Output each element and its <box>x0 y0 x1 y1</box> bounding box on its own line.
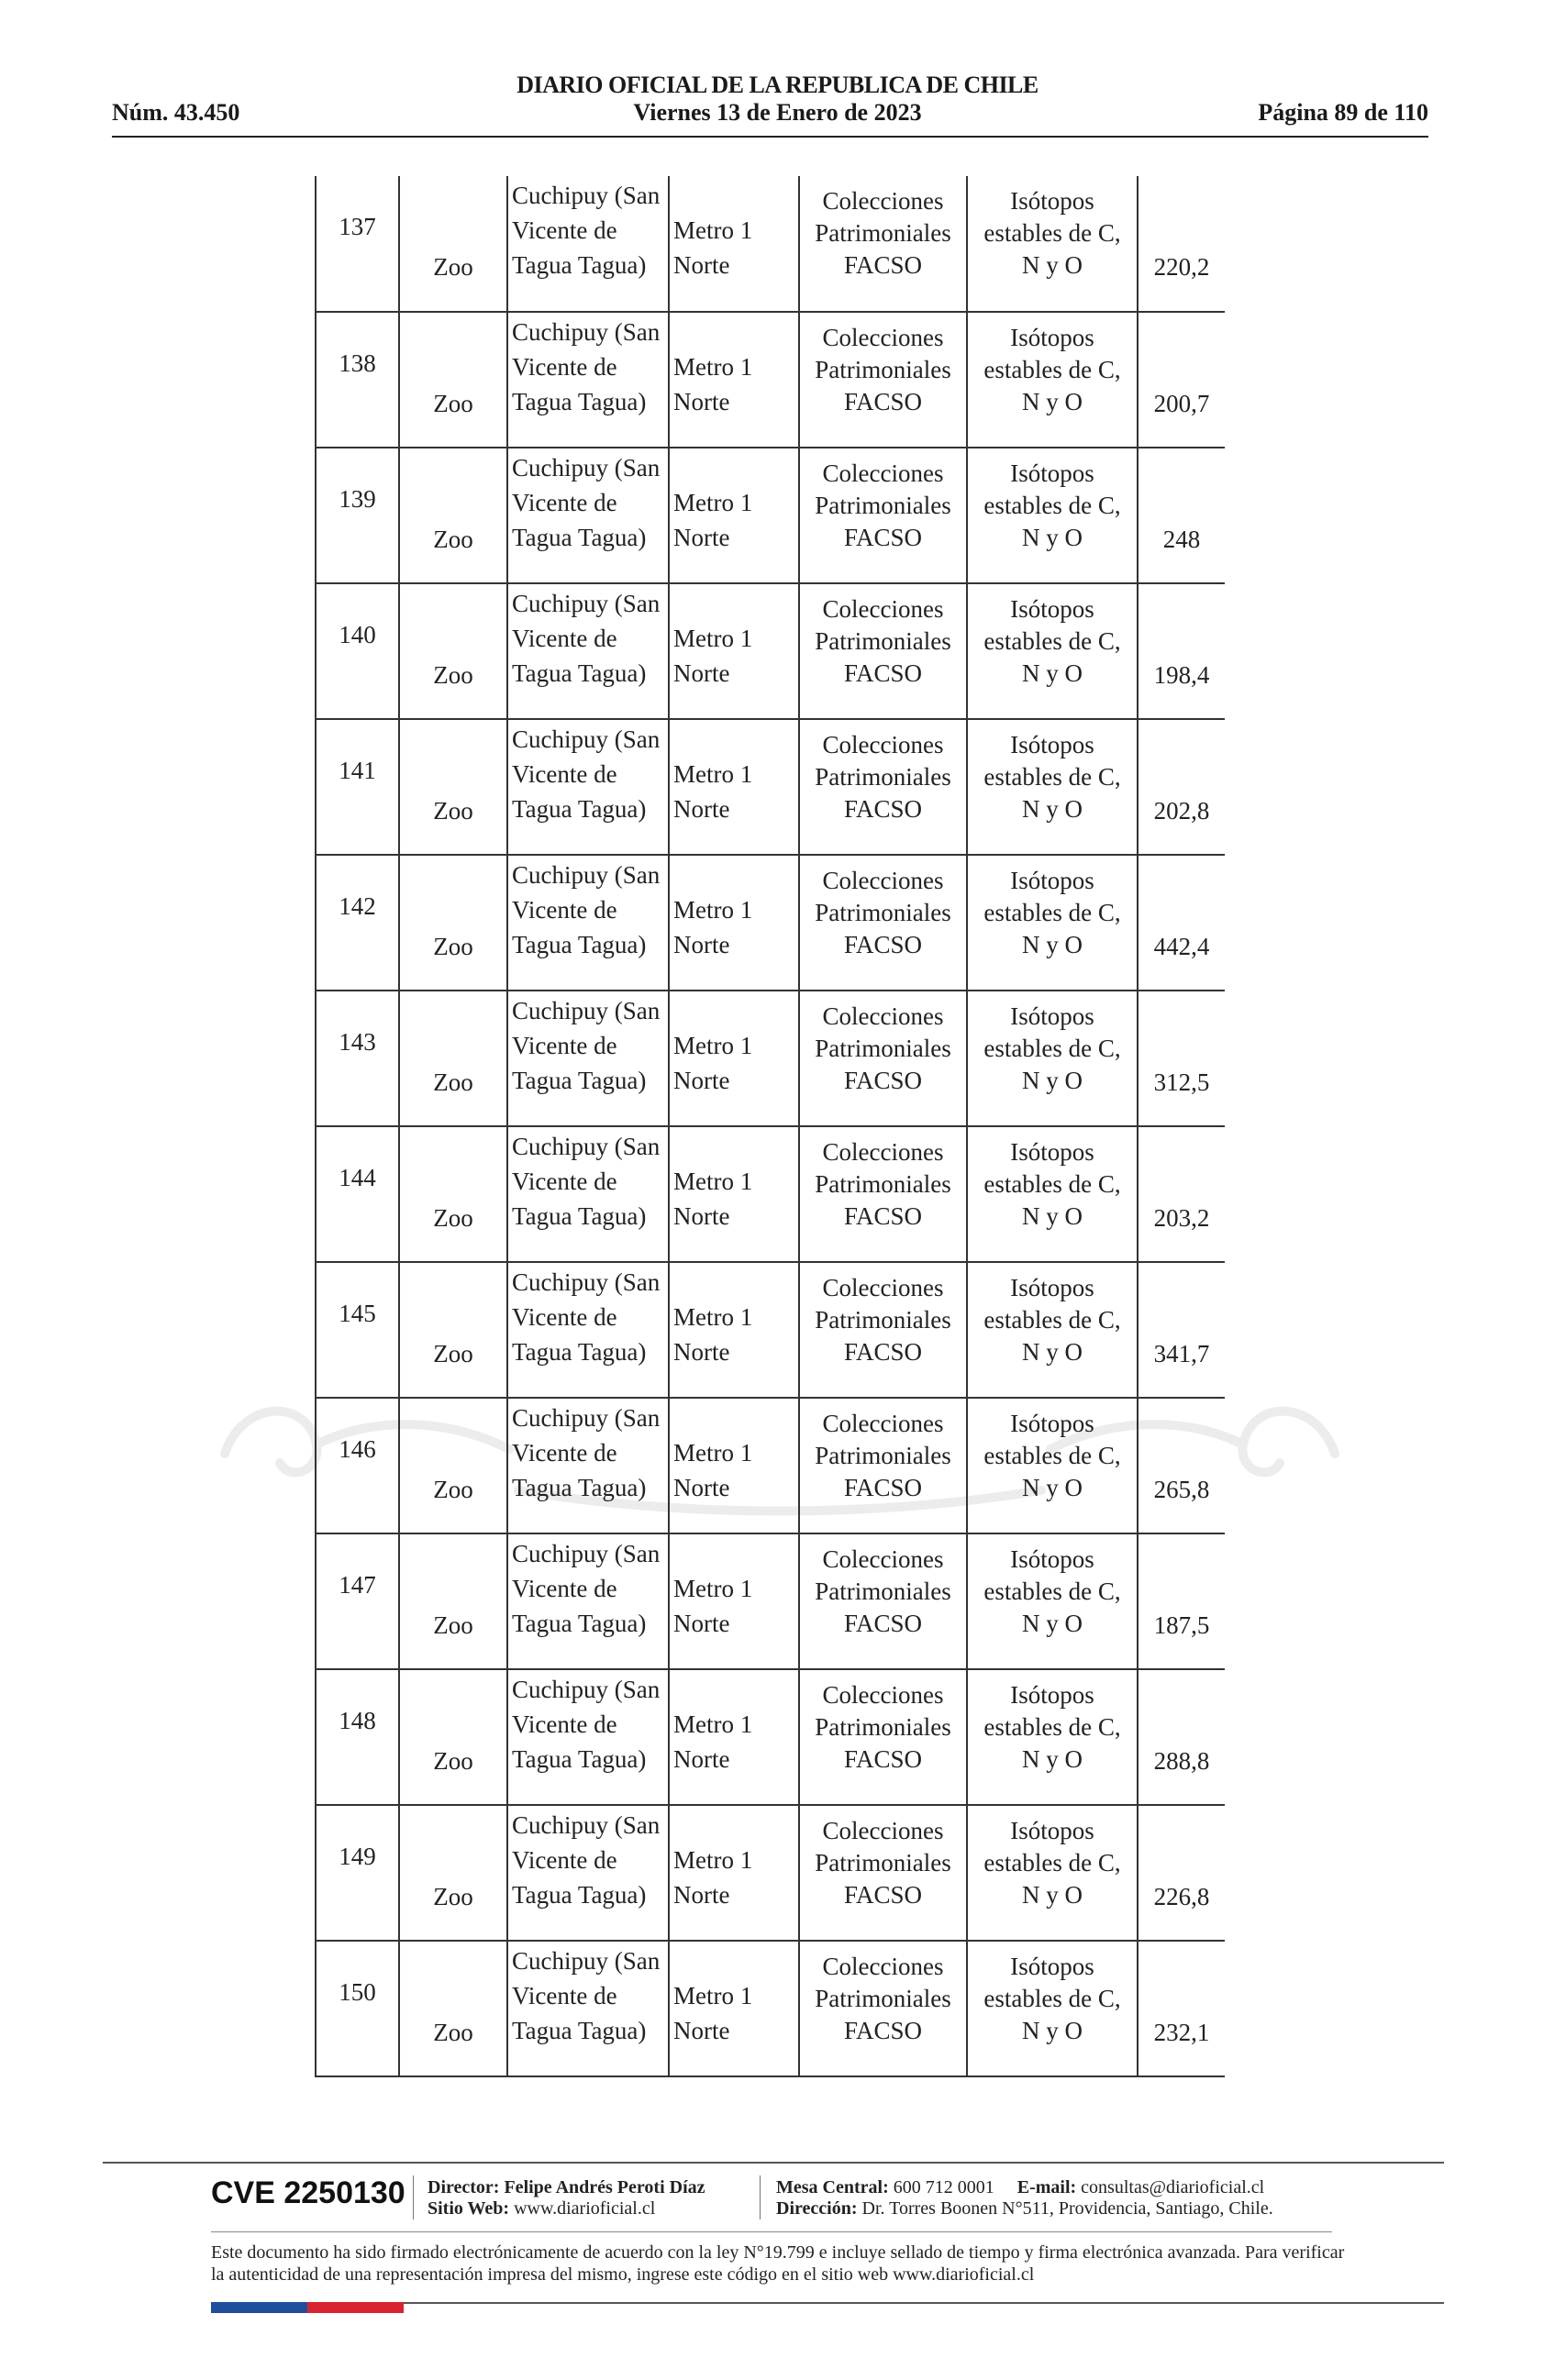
sample-analysis: Isótopos estables de C, N y O <box>983 1138 1121 1230</box>
sample-collection-cell <box>799 1941 967 2076</box>
sample-number: 138 <box>339 349 376 377</box>
sample-number-cell <box>316 1805 399 1941</box>
sample-analysis-cell <box>967 1126 1138 1262</box>
sample-zone-cell <box>669 855 799 991</box>
sample-collection-cell <box>799 1262 967 1398</box>
sample-collection: Colecciones Patrimoniales FACSO <box>815 731 951 823</box>
sample-zone-cell <box>669 1941 799 2076</box>
sample-type-cell <box>399 1533 507 1669</box>
sample-analysis: Isótopos estables de C, N y O <box>983 1002 1121 1094</box>
sample-number-cell <box>316 1126 399 1262</box>
sample-value: 288,8 <box>1153 1747 1210 1775</box>
sample-zone-cell <box>669 719 799 855</box>
sample-type-cell <box>399 991 507 1126</box>
sample-collection: Colecciones Patrimoniales FACSO <box>815 1138 951 1230</box>
sample-analysis: Isótopos estables de C, N y O <box>983 1274 1121 1366</box>
sample-zone: Metro 1 Norte <box>673 1982 753 2044</box>
sample-location-cell <box>507 1533 669 1669</box>
table-row <box>316 1533 1225 1669</box>
sample-zone: Metro 1 Norte <box>673 353 753 415</box>
sample-location-cell <box>507 176 669 312</box>
sample-zone-cell <box>669 991 799 1126</box>
sample-value: 226,8 <box>1153 1883 1210 1910</box>
publication-date: Viernes 13 de Enero de 2023 <box>633 99 922 126</box>
sample-value-cell <box>1138 312 1225 448</box>
sample-type: Zoo <box>433 390 473 417</box>
sample-analysis-cell <box>967 1941 1138 2076</box>
sample-collection-cell <box>799 1126 967 1262</box>
sample-type-cell <box>399 719 507 855</box>
sample-analysis-cell <box>967 991 1138 1126</box>
website-label: Sitio Web: <box>428 2198 510 2219</box>
sample-location: Cuchipuy (San Vicente de Tagua Tagua) <box>512 1133 661 1230</box>
sample-number: 148 <box>339 1707 376 1734</box>
signature-note: Este documento ha sido firmado electrónicamente de acuerdo con la ley N°19.799 e incluye sellado de tiempo y firma electrónica avanzada. Para verificar la autenticidad de una representación impresa del mismo, ingrese este código en el sitio web www.diarioficial.cl <box>211 2242 1345 2285</box>
sample-type: Zoo <box>433 1611 473 1639</box>
sample-location: Cuchipuy (San Vicente de Tagua Tagua) <box>512 1947 661 2044</box>
sample-type-cell <box>399 448 507 583</box>
sample-value: 312,5 <box>1153 1068 1210 1096</box>
sample-location: Cuchipuy (San Vicente de Tagua Tagua) <box>512 454 661 551</box>
sample-type: Zoo <box>433 797 473 825</box>
sample-value-cell <box>1138 855 1225 991</box>
sample-collection: Colecciones Patrimoniales FACSO <box>815 459 951 551</box>
sample-analysis-cell <box>967 312 1138 448</box>
sample-number-cell <box>316 719 399 855</box>
sample-number-cell <box>316 448 399 583</box>
sample-number-cell <box>316 583 399 719</box>
sample-number-cell <box>316 312 399 448</box>
sample-analysis: Isótopos estables de C, N y O <box>983 324 1121 415</box>
sample-analysis-cell <box>967 583 1138 719</box>
table-row <box>316 719 1225 855</box>
sample-zone-cell <box>669 583 799 719</box>
sample-type-cell <box>399 312 507 448</box>
sample-zone-cell <box>669 1669 799 1805</box>
footer-divider <box>103 2162 1444 2164</box>
sample-location: Cuchipuy (San Vicente de Tagua Tagua) <box>512 997 661 1094</box>
sample-zone-cell <box>669 1805 799 1941</box>
table-row <box>316 312 1225 448</box>
sample-location-cell <box>507 1398 669 1533</box>
flag-stripe-blue <box>211 2302 307 2313</box>
address-value: Dr. Torres Boonen N°511, Providencia, Santiago, Chile. <box>861 2198 1273 2219</box>
sample-location-cell <box>507 991 669 1126</box>
sample-zone: Metro 1 Norte <box>673 625 753 687</box>
sample-zone: Metro 1 Norte <box>673 760 753 823</box>
sample-type: Zoo <box>433 1204 473 1232</box>
sample-number: 147 <box>339 1571 376 1599</box>
sample-analysis-cell <box>967 1805 1138 1941</box>
sample-type: Zoo <box>433 1068 473 1096</box>
sample-number: 140 <box>339 621 376 648</box>
sample-zone-cell <box>669 1262 799 1398</box>
sample-value-cell <box>1138 1533 1225 1669</box>
sample-number-cell <box>316 176 399 312</box>
sample-value: 442,4 <box>1153 933 1210 960</box>
sample-location-cell <box>507 1126 669 1262</box>
sample-type: Zoo <box>433 1883 473 1910</box>
sample-type-cell <box>399 855 507 991</box>
sample-number: 146 <box>339 1435 376 1463</box>
website-line <box>428 2198 655 2219</box>
sample-zone: Metro 1 Norte <box>673 216 753 279</box>
sample-location: Cuchipuy (San Vicente de Tagua Tagua) <box>512 1540 661 1637</box>
sample-value-cell <box>1138 176 1225 312</box>
director-line <box>428 2177 705 2198</box>
sample-analysis-cell <box>967 1669 1138 1805</box>
sample-collection-cell <box>799 855 967 991</box>
sample-analysis: Isótopos estables de C, N y O <box>983 187 1121 279</box>
sample-type-cell <box>399 1941 507 2076</box>
sample-zone-cell <box>669 1533 799 1669</box>
sample-analysis: Isótopos estables de C, N y O <box>983 867 1121 958</box>
sample-number: 144 <box>339 1164 376 1191</box>
sample-value: 198,4 <box>1153 661 1210 689</box>
sample-location: Cuchipuy (San Vicente de Tagua Tagua) <box>512 182 661 279</box>
scanned-table-image <box>315 176 1225 2128</box>
sample-zone-cell <box>669 176 799 312</box>
sample-type-cell <box>399 176 507 312</box>
sample-collection-cell <box>799 1398 967 1533</box>
sample-type-cell <box>399 583 507 719</box>
sample-value: 232,1 <box>1153 2019 1210 2046</box>
sample-analysis: Isótopos estables de C, N y O <box>983 459 1121 551</box>
sample-value-cell <box>1138 583 1225 719</box>
sample-type: Zoo <box>433 1476 473 1503</box>
sample-collection-cell <box>799 1805 967 1941</box>
sample-zone: Metro 1 Norte <box>673 489 753 551</box>
sample-analysis-cell <box>967 448 1138 583</box>
sample-value-cell <box>1138 991 1225 1126</box>
sample-number: 145 <box>339 1300 376 1327</box>
sample-value: 220,2 <box>1153 253 1210 281</box>
sample-zone: Metro 1 Norte <box>673 1575 753 1637</box>
sample-location-cell <box>507 583 669 719</box>
sample-number: 142 <box>339 892 376 920</box>
sample-number-cell <box>316 1398 399 1533</box>
footer-divider <box>211 2231 1332 2232</box>
sample-location-cell <box>507 1805 669 1941</box>
sample-value-cell <box>1138 1941 1225 2076</box>
sample-value-cell <box>1138 1398 1225 1533</box>
table-row <box>316 855 1225 991</box>
sample-number-cell <box>316 855 399 991</box>
table-row <box>316 583 1225 719</box>
sample-analysis: Isótopos estables de C, N y O <box>983 1545 1121 1637</box>
table-row <box>316 1398 1225 1533</box>
sample-value: 341,7 <box>1153 1340 1210 1367</box>
sample-collection-cell <box>799 312 967 448</box>
sample-location: Cuchipuy (San Vicente de Tagua Tagua) <box>512 1404 661 1501</box>
sample-zone-cell <box>669 448 799 583</box>
sample-value: 200,7 <box>1153 390 1210 417</box>
sample-zone: Metro 1 Norte <box>673 1168 753 1230</box>
sample-analysis: Isótopos estables de C, N y O <box>983 731 1121 823</box>
sample-number-cell <box>316 1669 399 1805</box>
table-row <box>316 448 1225 583</box>
sample-type: Zoo <box>433 661 473 689</box>
sample-zone: Metro 1 Norte <box>673 1710 753 1773</box>
sample-analysis-cell <box>967 719 1138 855</box>
sample-type-cell <box>399 1805 507 1941</box>
sample-location-cell <box>507 312 669 448</box>
cve-code: CVE 2250130 <box>211 2175 405 2210</box>
sample-type-cell <box>399 1398 507 1533</box>
sample-analysis-cell <box>967 176 1138 312</box>
sample-location: Cuchipuy (San Vicente de Tagua Tagua) <box>512 1676 661 1773</box>
sample-location-cell <box>507 1941 669 2076</box>
sample-analysis-cell <box>967 1398 1138 1533</box>
sample-number: 137 <box>339 213 376 240</box>
sample-collection: Colecciones Patrimoniales FACSO <box>815 1410 951 1501</box>
sample-zone-cell <box>669 1398 799 1533</box>
table-row <box>316 1805 1225 1941</box>
flag-stripe <box>211 2302 404 2313</box>
sample-location: Cuchipuy (San Vicente de Tagua Tagua) <box>512 318 661 415</box>
sample-value-cell <box>1138 1262 1225 1398</box>
sample-analysis: Isótopos estables de C, N y O <box>983 1817 1121 1909</box>
sample-analysis: Isótopos estables de C, N y O <box>983 1681 1121 1773</box>
table-row <box>316 991 1225 1126</box>
sample-type: Zoo <box>433 933 473 960</box>
sample-analysis-cell <box>967 1262 1138 1398</box>
sample-collection-cell <box>799 448 967 583</box>
sample-location-cell <box>507 719 669 855</box>
website-link[interactable]: www.diarioficial.cl <box>514 2198 656 2219</box>
sample-value-cell <box>1138 1126 1225 1262</box>
director-label: Director: <box>428 2177 500 2197</box>
sample-zone: Metro 1 Norte <box>673 1303 753 1366</box>
sample-value: 203,2 <box>1153 1204 1210 1232</box>
publication-title: DIARIO OFICIAL DE LA REPUBLICA DE CHILE <box>516 72 1039 98</box>
sample-analysis: Isótopos estables de C, N y O <box>983 1953 1121 2044</box>
sample-value: 202,8 <box>1153 797 1210 825</box>
flag-stripe-red <box>307 2302 404 2313</box>
footer-divider <box>404 2302 1444 2304</box>
sample-type: Zoo <box>433 1747 473 1775</box>
sample-number-cell <box>316 1262 399 1398</box>
sample-location-cell <box>507 1669 669 1805</box>
sample-analysis-cell <box>967 1533 1138 1669</box>
footer-separator <box>413 2175 414 2219</box>
header-divider <box>112 136 1428 138</box>
sample-zone-cell <box>669 312 799 448</box>
sample-zone: Metro 1 Norte <box>673 896 753 958</box>
sample-location: Cuchipuy (San Vicente de Tagua Tagua) <box>512 725 661 823</box>
sample-analysis-cell <box>967 855 1138 991</box>
sample-collection: Colecciones Patrimoniales FACSO <box>815 1817 951 1909</box>
sample-type-cell <box>399 1669 507 1805</box>
sample-value: 265,8 <box>1153 1476 1210 1503</box>
sample-value-cell <box>1138 1669 1225 1805</box>
sample-number-cell <box>316 991 399 1126</box>
sample-location: Cuchipuy (San Vicente de Tagua Tagua) <box>512 1811 661 1909</box>
email-label: E-mail: <box>1016 2177 1077 2197</box>
sample-collection: Colecciones Patrimoniales FACSO <box>815 1002 951 1094</box>
sample-type: Zoo <box>433 2019 473 2046</box>
phone-value: 600 712 0001 <box>893 2177 994 2197</box>
sample-collection: Colecciones Patrimoniales FACSO <box>815 1274 951 1366</box>
sample-zone: Metro 1 Norte <box>673 1439 753 1501</box>
sample-type: Zoo <box>433 526 473 553</box>
phone-label: Mesa Central: <box>776 2177 889 2197</box>
sample-number: 139 <box>339 485 376 513</box>
sample-collection: Colecciones Patrimoniales FACSO <box>815 1681 951 1773</box>
sample-collection: Colecciones Patrimoniales FACSO <box>815 1545 951 1637</box>
sample-type-cell <box>399 1262 507 1398</box>
sample-number-cell <box>316 1533 399 1669</box>
sample-collection: Colecciones Patrimoniales FACSO <box>815 1953 951 2044</box>
address-line <box>776 2198 1273 2219</box>
sample-collection-cell <box>799 719 967 855</box>
sample-collection-cell <box>799 583 967 719</box>
sample-value: 187,5 <box>1153 1611 1210 1639</box>
table-row <box>316 1262 1225 1398</box>
sample-number: 141 <box>339 757 376 784</box>
sample-value-cell <box>1138 719 1225 855</box>
sample-value-cell <box>1138 448 1225 583</box>
sample-analysis: Isótopos estables de C, N y O <box>983 595 1121 687</box>
sample-collection-cell <box>799 1669 967 1805</box>
sample-collection-cell <box>799 991 967 1126</box>
sample-number: 143 <box>339 1028 376 1056</box>
contact-line <box>776 2177 1264 2198</box>
sample-zone: Metro 1 Norte <box>673 1846 753 1909</box>
issue-number: Núm. 43.450 <box>112 99 240 126</box>
sample-type: Zoo <box>433 253 473 281</box>
sample-collection: Colecciones Patrimoniales FACSO <box>815 595 951 687</box>
email-link[interactable]: consultas@diarioficial.cl <box>1081 2177 1265 2197</box>
sample-value: 248 <box>1162 526 1201 553</box>
sample-value-cell <box>1138 1805 1225 1941</box>
sample-location-cell <box>507 448 669 583</box>
sample-location: Cuchipuy (San Vicente de Tagua Tagua) <box>512 861 661 958</box>
samples-table <box>315 176 1225 2077</box>
sample-location-cell <box>507 855 669 991</box>
sample-analysis: Isótopos estables de C, N y O <box>983 1410 1121 1501</box>
table-row <box>316 176 1225 312</box>
sample-collection: Colecciones Patrimoniales FACSO <box>815 187 951 279</box>
table-row <box>316 1126 1225 1262</box>
sample-collection: Colecciones Patrimoniales FACSO <box>815 324 951 415</box>
sample-collection: Colecciones Patrimoniales FACSO <box>815 867 951 958</box>
sample-type-cell <box>399 1126 507 1262</box>
sample-location-cell <box>507 1262 669 1398</box>
page-number: Página 89 de 110 <box>1258 99 1428 126</box>
sample-location: Cuchipuy (San Vicente de Tagua Tagua) <box>512 1268 661 1366</box>
director-name: Felipe Andrés Peroti Díaz <box>504 2177 705 2197</box>
sample-number: 150 <box>339 1978 376 2006</box>
sample-zone-cell <box>669 1126 799 1262</box>
table-row <box>316 1941 1225 2076</box>
table-row <box>316 1669 1225 1805</box>
address-label: Dirección: <box>776 2198 858 2219</box>
sample-zone: Metro 1 Norte <box>673 1032 753 1094</box>
sample-type: Zoo <box>433 1340 473 1367</box>
sample-number-cell <box>316 1941 399 2076</box>
sample-number: 149 <box>339 1843 376 1870</box>
sample-location: Cuchipuy (San Vicente de Tagua Tagua) <box>512 590 661 687</box>
footer-separator <box>760 2175 761 2219</box>
sample-collection-cell <box>799 1533 967 1669</box>
sample-collection-cell <box>799 176 967 312</box>
